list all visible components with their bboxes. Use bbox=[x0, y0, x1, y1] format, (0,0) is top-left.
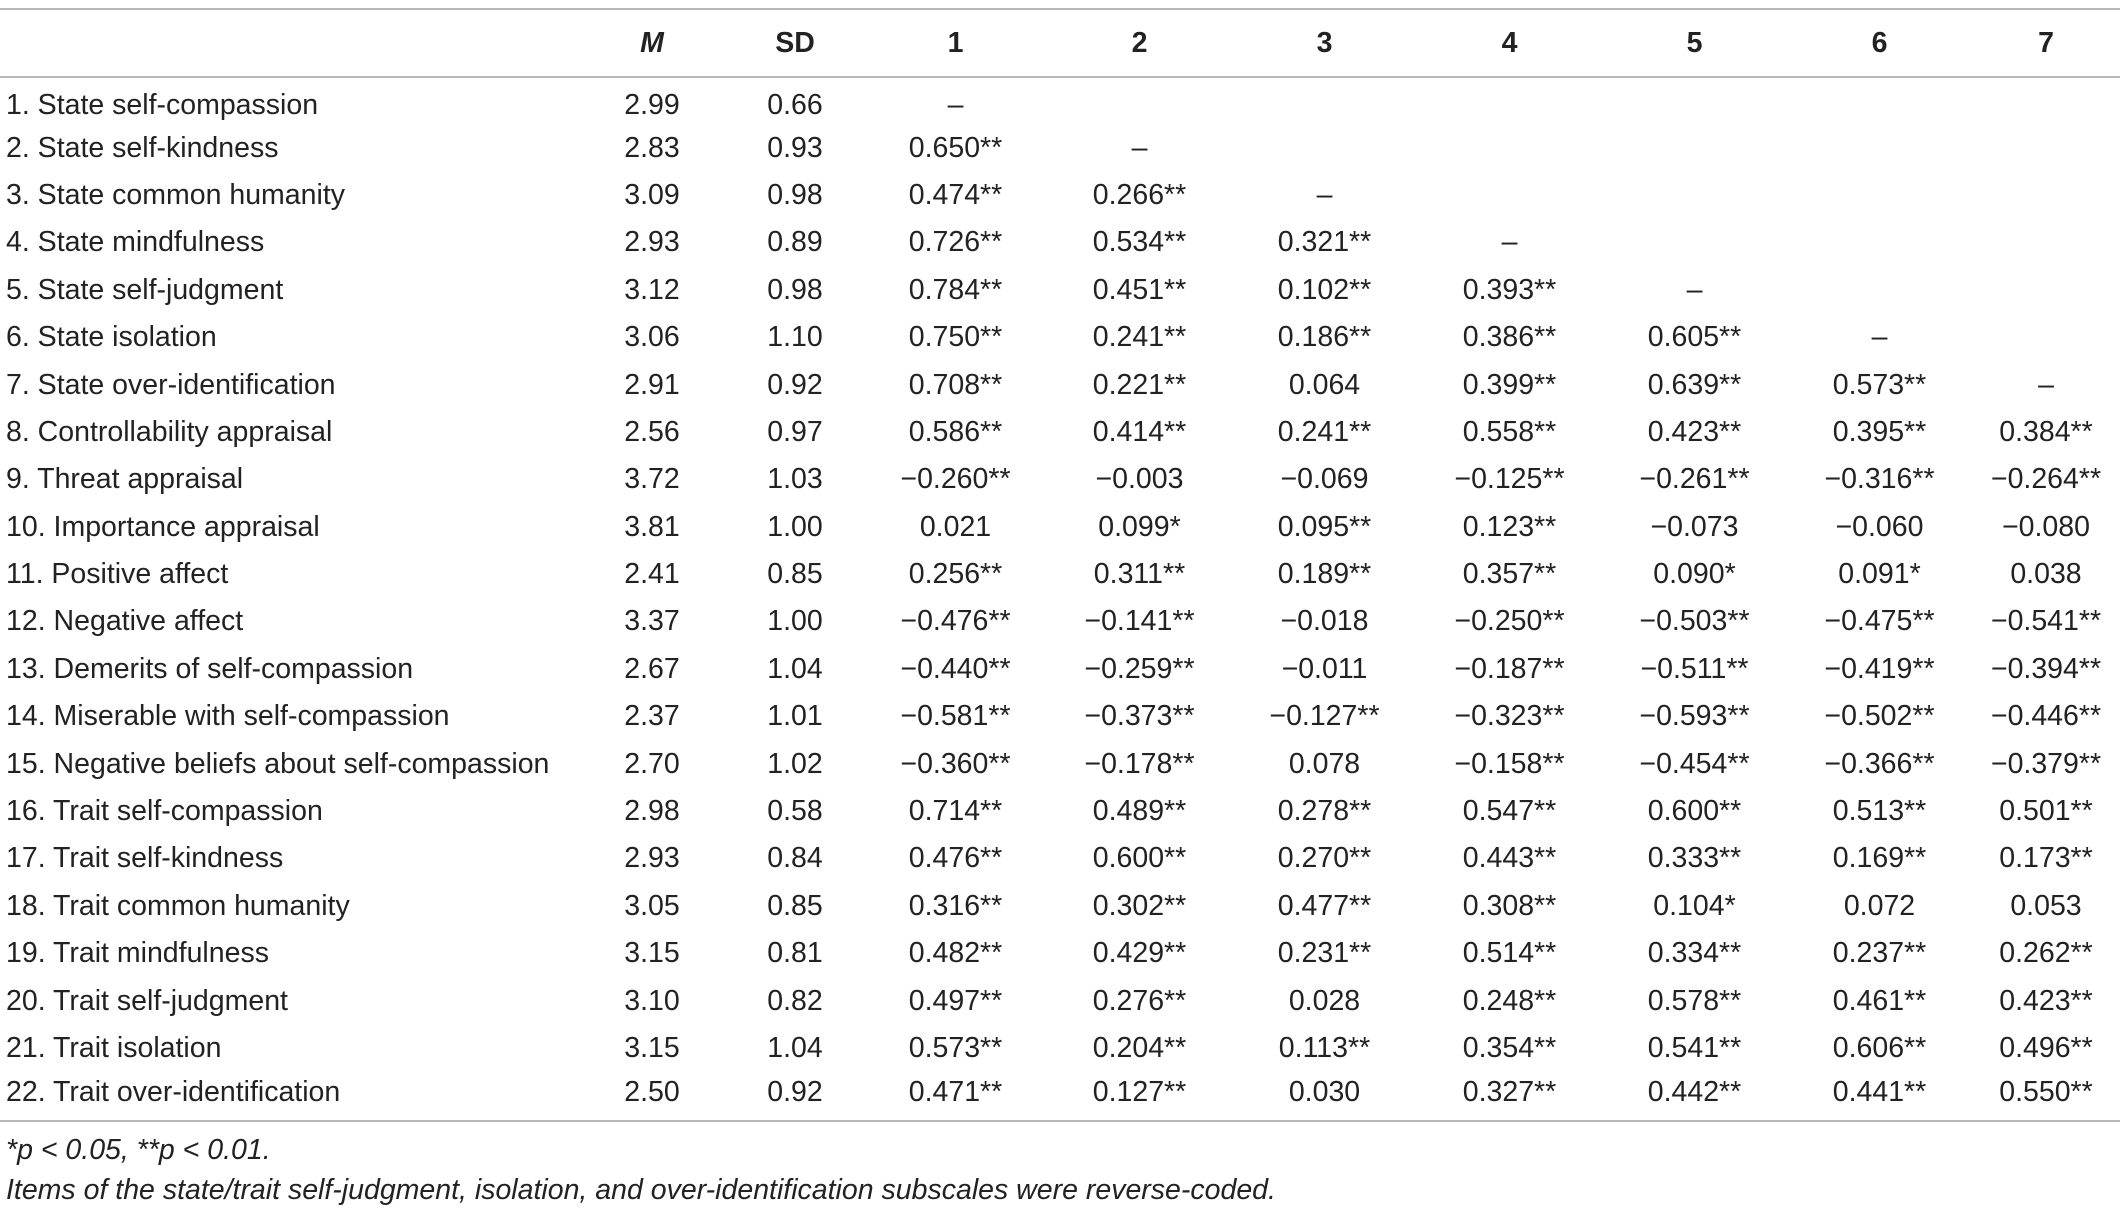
correlation-cell: 0.429** bbox=[1092, 937, 1187, 970]
row-sd: 0.85 bbox=[767, 889, 823, 922]
row-mean: 3.37 bbox=[624, 605, 680, 638]
correlation-cell bbox=[1972, 267, 2120, 314]
correlation-cell bbox=[1417, 124, 1602, 171]
correlation-cell: 0.262** bbox=[1999, 937, 2093, 970]
correlation-cell: 0.113** bbox=[1278, 1032, 1371, 1064]
correlation-cell bbox=[1787, 267, 1972, 314]
row-sd: 1.02 bbox=[767, 747, 823, 780]
correlation-table bbox=[0, 8, 2120, 1120]
correlation-cell: −0.541** bbox=[1990, 605, 2102, 638]
correlation-cell: −0.060 bbox=[1835, 510, 1924, 543]
correlation-cell: 0.102** bbox=[1277, 273, 1372, 306]
row-mean: 2.70 bbox=[624, 747, 680, 780]
significance-note: *p < 0.05, **p < 0.01. bbox=[6, 1133, 271, 1166]
correlation-cell: – bbox=[1871, 321, 1888, 354]
correlation-cell: 0.606** bbox=[1832, 1032, 1927, 1064]
correlation-cell bbox=[1972, 314, 2120, 361]
correlation-cell: −0.379** bbox=[1990, 747, 2102, 780]
correlation-cell: 0.650** bbox=[908, 131, 1003, 164]
correlation-cell: −0.260** bbox=[900, 463, 1011, 496]
row-mean: 3.05 bbox=[624, 889, 680, 922]
row-label: 21. Trait isolation bbox=[6, 1032, 222, 1064]
correlation-cell: – bbox=[1131, 131, 1148, 164]
row-sd: 0.85 bbox=[767, 558, 823, 591]
row-sd: 1.00 bbox=[767, 605, 823, 638]
row-mean: 2.93 bbox=[624, 226, 680, 259]
correlation-cell: −0.250** bbox=[1454, 605, 1565, 638]
correlation-cell: 0.090* bbox=[1653, 558, 1736, 591]
correlation-cell: 0.127** bbox=[1092, 1076, 1187, 1109]
correlation-cell: 0.099* bbox=[1098, 510, 1181, 543]
row-label: 1. State self-compassion bbox=[6, 88, 319, 121]
correlation-cell: −0.475** bbox=[1824, 605, 1935, 638]
table-row bbox=[0, 551, 2120, 598]
correlation-cell: 0.334** bbox=[1647, 937, 1742, 970]
correlation-cell: −0.069 bbox=[1280, 463, 1369, 496]
correlation-cell: – bbox=[1316, 178, 1333, 211]
row-mean: 2.56 bbox=[624, 415, 680, 448]
correlation-cell: 0.091* bbox=[1838, 558, 1921, 591]
correlation-cell bbox=[1972, 172, 2120, 219]
row-label: 18. Trait common humanity bbox=[6, 889, 350, 922]
correlation-cell: 0.489** bbox=[1092, 795, 1187, 828]
row-sd: 1.04 bbox=[767, 652, 823, 685]
row-mean: 2.67 bbox=[624, 652, 680, 685]
table-row bbox=[0, 598, 2120, 645]
correlation-cell: 0.477** bbox=[1277, 889, 1372, 922]
row-sd: 0.93 bbox=[767, 131, 823, 164]
row-mean: 2.41 bbox=[624, 558, 680, 591]
correlation-cell: −0.073 bbox=[1650, 510, 1739, 543]
row-mean: 2.37 bbox=[624, 700, 680, 733]
correlation-cell: 0.482** bbox=[908, 937, 1003, 970]
correlation-cell: – bbox=[947, 88, 964, 121]
row-sd: 0.89 bbox=[767, 226, 823, 259]
correlation-cell bbox=[1972, 124, 2120, 171]
row-mean: 2.98 bbox=[624, 795, 680, 828]
correlation-cell: 0.169** bbox=[1832, 842, 1927, 875]
row-label: 22. Trait over-identification bbox=[6, 1076, 341, 1109]
correlation-cell bbox=[1972, 77, 2120, 124]
correlation-cell: 0.443** bbox=[1462, 842, 1557, 875]
row-sd: 1.04 bbox=[767, 1032, 823, 1064]
table-row bbox=[0, 219, 2120, 266]
correlation-cell: −0.264** bbox=[1990, 463, 2102, 496]
row-sd: 0.92 bbox=[767, 368, 823, 401]
row-mean: 3.09 bbox=[624, 178, 680, 211]
correlation-cell: 0.276** bbox=[1092, 984, 1187, 1017]
correlation-cell: −0.158** bbox=[1454, 747, 1565, 780]
correlation-cell: 0.384** bbox=[1999, 415, 2093, 448]
table-row bbox=[0, 977, 2120, 1024]
correlation-cell: −0.394** bbox=[1990, 652, 2102, 685]
correlation-cell: 0.256** bbox=[908, 558, 1003, 591]
correlation-cell: −0.366** bbox=[1824, 747, 1935, 780]
row-label: 20. Trait self-judgment bbox=[6, 984, 288, 1017]
row-sd: 1.10 bbox=[767, 321, 823, 354]
row-sd: 0.58 bbox=[767, 795, 823, 828]
row-label: 4. State mindfulness bbox=[6, 226, 265, 259]
correlation-cell: 0.038 bbox=[2010, 558, 2082, 591]
correlation-cell: 0.354** bbox=[1462, 1032, 1557, 1064]
correlation-cell: 0.241** bbox=[1092, 321, 1187, 354]
row-label: 16. Trait self-compassion bbox=[6, 795, 323, 828]
table-row bbox=[0, 930, 2120, 977]
row-mean: 3.10 bbox=[624, 984, 680, 1017]
correlation-cell: 0.028 bbox=[1288, 984, 1361, 1017]
table-row bbox=[0, 267, 2120, 314]
row-mean: 3.72 bbox=[624, 463, 680, 496]
correlation-cell bbox=[1787, 77, 1972, 124]
correlation-cell: −0.259** bbox=[1084, 652, 1195, 685]
row-sd: 0.82 bbox=[767, 984, 823, 1017]
correlation-cell: 0.311** bbox=[1093, 558, 1186, 591]
row-mean: 2.99 bbox=[624, 88, 680, 121]
correlation-cell: 0.104* bbox=[1653, 889, 1736, 922]
header-col-5: 5 bbox=[1602, 9, 1787, 77]
correlation-cell: 0.514** bbox=[1462, 937, 1557, 970]
correlation-cell bbox=[1232, 77, 1417, 124]
row-label: 3. State common humanity bbox=[6, 178, 345, 211]
table-row bbox=[0, 409, 2120, 456]
correlation-cell bbox=[1602, 124, 1787, 171]
correlation-cell: 0.441** bbox=[1832, 1076, 1927, 1109]
header-col-7: 7 bbox=[1972, 9, 2120, 77]
correlation-cell: −0.360** bbox=[900, 747, 1011, 780]
correlation-cell: 0.399** bbox=[1462, 368, 1557, 401]
row-mean: 3.81 bbox=[624, 510, 680, 543]
correlation-cell: 0.423** bbox=[1647, 415, 1742, 448]
table-row bbox=[0, 693, 2120, 740]
correlation-cell: 0.497** bbox=[908, 984, 1003, 1017]
row-sd: 1.00 bbox=[767, 510, 823, 543]
correlation-table-container bbox=[0, 8, 2120, 1210]
correlation-cell: 0.550** bbox=[1999, 1076, 2093, 1109]
table-row bbox=[0, 1072, 2120, 1119]
table-row bbox=[0, 77, 2120, 124]
correlation-cell: 0.186** bbox=[1277, 321, 1372, 354]
correlation-cell: 0.476** bbox=[908, 842, 1003, 875]
table-row bbox=[0, 740, 2120, 787]
correlation-cell: 0.270** bbox=[1277, 842, 1372, 875]
row-sd: 0.81 bbox=[767, 937, 823, 970]
header-col-1: 1 bbox=[864, 9, 1047, 77]
correlation-cell: −0.003 bbox=[1095, 463, 1184, 496]
correlation-cell: – bbox=[2038, 368, 2054, 401]
correlation-cell: 0.321** bbox=[1277, 226, 1372, 259]
correlation-cell bbox=[1417, 77, 1602, 124]
correlation-cell: 0.221** bbox=[1092, 368, 1187, 401]
correlation-cell: 0.442** bbox=[1647, 1076, 1742, 1109]
correlation-cell: −0.178** bbox=[1084, 747, 1195, 780]
row-label: 8. Controllability appraisal bbox=[6, 415, 333, 448]
correlation-cell: 0.605** bbox=[1647, 321, 1742, 354]
correlation-cell bbox=[1602, 172, 1787, 219]
correlation-cell: 0.327** bbox=[1462, 1076, 1557, 1109]
row-sd: 1.01 bbox=[767, 700, 823, 733]
correlation-cell: 0.278** bbox=[1277, 795, 1372, 828]
correlation-cell: 0.053 bbox=[2010, 889, 2082, 922]
correlation-cell: 0.308** bbox=[1462, 889, 1557, 922]
correlation-cell: −0.316** bbox=[1824, 463, 1935, 496]
header-variable bbox=[0, 9, 578, 77]
correlation-cell bbox=[1787, 172, 1972, 219]
correlation-cell: 0.072 bbox=[1843, 889, 1916, 922]
correlation-cell: 0.541** bbox=[1647, 1032, 1742, 1064]
correlation-cell: 0.639** bbox=[1647, 368, 1742, 401]
correlation-cell: −0.440** bbox=[900, 652, 1011, 685]
correlation-cell: – bbox=[1501, 226, 1518, 259]
table-body bbox=[0, 77, 2120, 1120]
table-row bbox=[0, 314, 2120, 361]
row-label: 11. Positive affect bbox=[6, 558, 229, 591]
row-label: 6. State isolation bbox=[6, 321, 217, 354]
row-sd: 0.97 bbox=[767, 415, 823, 448]
correlation-cell: −0.454** bbox=[1639, 747, 1750, 780]
correlation-cell: 0.547** bbox=[1462, 795, 1557, 828]
row-mean: 3.15 bbox=[624, 1032, 680, 1064]
correlation-cell: 0.414** bbox=[1092, 415, 1187, 448]
table-row bbox=[0, 124, 2120, 171]
correlation-cell: 0.231** bbox=[1277, 937, 1372, 970]
table-row bbox=[0, 883, 2120, 930]
row-sd: 0.98 bbox=[767, 178, 823, 211]
correlation-cell: 0.726** bbox=[908, 226, 1003, 259]
header-col-4: 4 bbox=[1417, 9, 1602, 77]
correlation-cell: 0.266** bbox=[1092, 178, 1187, 211]
correlation-cell bbox=[1787, 124, 1972, 171]
correlation-cell: 0.461** bbox=[1832, 984, 1927, 1017]
correlation-cell: 0.451** bbox=[1092, 273, 1187, 306]
correlation-cell: 0.784** bbox=[908, 273, 1003, 306]
correlation-cell: 0.496** bbox=[1999, 1032, 2093, 1064]
row-sd: 0.66 bbox=[767, 88, 823, 121]
correlation-cell: 0.714** bbox=[908, 795, 1003, 828]
correlation-cell: 0.078 bbox=[1288, 747, 1361, 780]
correlation-cell: 0.501** bbox=[1999, 795, 2093, 828]
correlation-cell: −0.080 bbox=[2002, 510, 2090, 543]
table-row bbox=[0, 1025, 2120, 1072]
correlation-cell: −0.011 bbox=[1281, 652, 1368, 685]
correlation-cell: 0.600** bbox=[1092, 842, 1187, 875]
correlation-cell: −0.502** bbox=[1824, 700, 1935, 733]
correlation-cell: −0.261** bbox=[1639, 463, 1750, 496]
correlation-cell: −0.503** bbox=[1639, 605, 1750, 638]
correlation-cell: – bbox=[1686, 273, 1703, 306]
correlation-cell: 0.316** bbox=[908, 889, 1003, 922]
row-label: 14. Miserable with self-compassion bbox=[6, 700, 450, 733]
correlation-cell: 0.302** bbox=[1092, 889, 1187, 922]
row-label: 7. State over-identification bbox=[6, 368, 336, 401]
reverse-coded-note: Items of the state/trait self-judgment, isolation, and over-identification subscales were reverse-coded. bbox=[6, 1173, 1276, 1206]
correlation-cell: 0.237** bbox=[1832, 937, 1927, 970]
row-mean: 3.06 bbox=[624, 321, 680, 354]
header-col-6: 6 bbox=[1787, 9, 1972, 77]
correlation-cell: 0.123** bbox=[1462, 510, 1557, 543]
correlation-cell: 0.573** bbox=[1832, 368, 1927, 401]
correlation-cell bbox=[1602, 219, 1787, 266]
correlation-cell: 0.357** bbox=[1462, 558, 1557, 591]
correlation-cell: −0.419** bbox=[1824, 652, 1935, 685]
header-mean: M bbox=[578, 9, 726, 77]
correlation-cell bbox=[1602, 77, 1787, 124]
table-row bbox=[0, 504, 2120, 551]
correlation-cell: 0.333** bbox=[1647, 842, 1742, 875]
correlation-cell: 0.474** bbox=[908, 178, 1003, 211]
correlation-cell: −0.125** bbox=[1454, 463, 1565, 496]
correlation-cell: 0.558** bbox=[1462, 415, 1557, 448]
correlation-cell: 0.064 bbox=[1288, 368, 1361, 401]
table-row bbox=[0, 456, 2120, 503]
correlation-cell: 0.586** bbox=[908, 415, 1003, 448]
correlation-cell: 0.395** bbox=[1832, 415, 1927, 448]
row-label: 19. Trait mindfulness bbox=[6, 937, 269, 970]
correlation-cell: 0.095** bbox=[1277, 510, 1372, 543]
row-sd: 1.03 bbox=[767, 463, 823, 496]
correlation-cell: −0.593** bbox=[1639, 700, 1750, 733]
table-header-row bbox=[0, 9, 2120, 77]
table-row bbox=[0, 172, 2120, 219]
row-label: 12. Negative affect bbox=[6, 605, 244, 638]
correlation-cell: 0.750** bbox=[908, 321, 1003, 354]
correlation-cell bbox=[1787, 219, 1972, 266]
correlation-cell: 0.386** bbox=[1462, 321, 1557, 354]
row-label: 13. Demerits of self-compassion bbox=[6, 652, 414, 685]
row-label: 5. State self-judgment bbox=[6, 273, 284, 306]
table-row bbox=[0, 835, 2120, 882]
correlation-cell: 0.513** bbox=[1832, 795, 1927, 828]
correlation-cell bbox=[1972, 219, 2120, 266]
correlation-cell: 0.534** bbox=[1092, 226, 1187, 259]
correlation-cell: 0.021 bbox=[919, 510, 992, 543]
row-label: 9. Threat appraisal bbox=[6, 463, 244, 496]
correlation-cell: −0.018 bbox=[1280, 605, 1369, 638]
correlation-cell: −0.511** bbox=[1640, 652, 1749, 685]
correlation-cell: −0.373** bbox=[1084, 700, 1195, 733]
correlation-cell: −0.581** bbox=[900, 700, 1011, 733]
row-sd: 0.98 bbox=[767, 273, 823, 306]
row-label: 17. Trait self-kindness bbox=[6, 842, 284, 875]
correlation-cell bbox=[1047, 77, 1232, 124]
row-mean: 2.83 bbox=[624, 131, 680, 164]
correlation-cell: 0.423** bbox=[1999, 984, 2093, 1017]
row-label: 15. Negative beliefs about self-compassion bbox=[6, 747, 550, 780]
table-row bbox=[0, 646, 2120, 693]
header-col-3: 3 bbox=[1232, 9, 1417, 77]
row-mean: 2.91 bbox=[624, 368, 680, 401]
correlation-cell: 0.241** bbox=[1277, 415, 1372, 448]
table-notes bbox=[0, 1122, 2120, 1210]
correlation-cell: 0.189** bbox=[1277, 558, 1372, 591]
correlation-cell: 0.393** bbox=[1462, 273, 1557, 306]
correlation-cell: −0.141** bbox=[1084, 605, 1195, 638]
correlation-cell bbox=[1232, 124, 1417, 171]
row-mean: 2.50 bbox=[624, 1076, 680, 1109]
correlation-cell: 0.248** bbox=[1462, 984, 1557, 1017]
correlation-cell: 0.578** bbox=[1647, 984, 1742, 1017]
correlation-cell: −0.446** bbox=[1990, 700, 2102, 733]
header-sd: SD bbox=[726, 9, 864, 77]
correlation-cell: −0.127** bbox=[1269, 700, 1380, 733]
row-label: 10. Importance appraisal bbox=[6, 510, 320, 543]
correlation-cell: 0.471** bbox=[908, 1076, 1003, 1109]
correlation-cell: 0.573** bbox=[908, 1032, 1003, 1064]
correlation-cell bbox=[1417, 172, 1602, 219]
row-sd: 0.92 bbox=[767, 1076, 823, 1109]
row-mean: 3.15 bbox=[624, 937, 680, 970]
table-row bbox=[0, 788, 2120, 835]
table-row bbox=[0, 361, 2120, 408]
correlation-cell: 0.204** bbox=[1092, 1032, 1187, 1064]
row-sd: 0.84 bbox=[767, 842, 823, 875]
correlation-cell: 0.708** bbox=[908, 368, 1003, 401]
row-label: 2. State self-kindness bbox=[6, 131, 279, 164]
row-mean: 3.12 bbox=[624, 273, 680, 306]
correlation-cell: −0.187** bbox=[1454, 652, 1565, 685]
correlation-cell: −0.476** bbox=[900, 605, 1011, 638]
correlation-cell: 0.030 bbox=[1288, 1076, 1361, 1109]
correlation-cell: −0.323** bbox=[1454, 700, 1565, 733]
header-col-2: 2 bbox=[1047, 9, 1232, 77]
correlation-cell: 0.173** bbox=[1999, 842, 2093, 875]
correlation-cell: 0.600** bbox=[1647, 795, 1742, 828]
row-mean: 2.93 bbox=[624, 842, 680, 875]
